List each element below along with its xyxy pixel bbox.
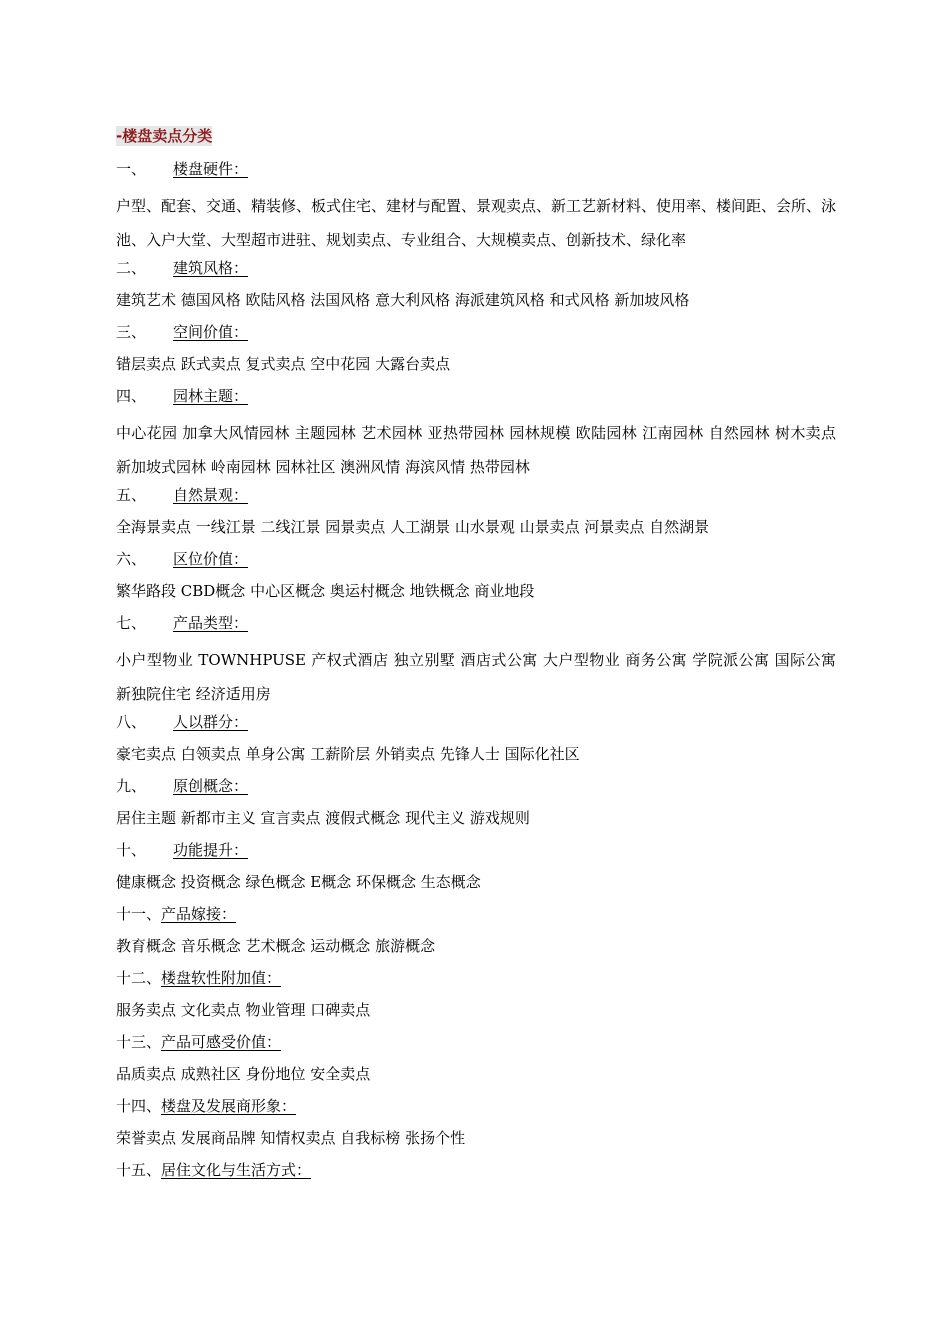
section-number: 四、 [116,387,147,405]
section-label: 人以群分： [173,713,249,731]
section-number: 十一、 [116,905,162,923]
section-number: 十、 [116,841,147,859]
section-heading [116,257,836,279]
section-number: 十三、 [116,1033,162,1051]
section-block [116,1095,836,1149]
section-content: 小户型物业 TOWNHPUSE 产权式酒店 独立别墅 酒店式公寓 大户型物业 商务公寓 学院派公寓 国际公寓 新独院住宅 经济适用房 [116,651,836,703]
section-heading [116,839,836,861]
section-number: 九、 [116,777,147,795]
section-list [116,158,836,1181]
section-content: 健康概念 投资概念 绿色概念 E概念 环保概念 生态概念 [116,873,481,891]
section-label: 楼盘及发展商形象： [161,1097,297,1115]
section-block [116,158,836,257]
section-block [116,903,836,957]
section-number: 一、 [116,160,147,178]
section-number: 八、 [116,713,147,731]
section-number: 三、 [116,323,147,341]
section-content: 中心花园 加拿大风情园林 主题园林 艺术园林 亚热带园林 园林规模 欧陆园林 江南园林 自然园林 树木卖点 新加坡式园林 岭南园林 园林社区 澳洲风情 海滨风情 热带园林 [116,424,836,476]
section-heading [116,775,836,797]
document-page [116,126,836,1191]
section-label: 建筑风格： [173,259,249,277]
section-number: 十四、 [116,1097,162,1115]
section-label: 功能提升： [173,841,249,859]
section-heading [116,612,836,634]
section-content: 全海景卖点 一线江景 二线江景 园景卖点 人工湖景 山水景观 山景卖点 河景卖点 自然湖景 [116,518,710,536]
section-heading [116,158,836,180]
section-heading [116,903,836,925]
section-block [116,711,836,765]
section-content: 豪宅卖点 白领卖点 单身公寓 工薪阶层 外销卖点 先锋人士 国际化社区 [116,745,580,763]
section-heading [116,967,836,989]
section-label: 空间价值： [173,323,249,341]
section-content: 建筑艺术 德国风格 欧陆风格 法国风格 意大利风格 海派建筑风格 和式风格 新加坡风格 [116,291,690,309]
section-block [116,321,836,375]
section-block [116,548,836,602]
section-label: 产品嫁接： [161,905,237,923]
section-content: 繁华路段 CBD概念 中心区概念 奥运村概念 地铁概念 商业地段 [116,582,535,600]
section-content: 品质卖点 成熟社区 身份地位 安全卖点 [116,1065,371,1083]
section-block [116,775,836,829]
document-title: -楼盘卖点分类 [116,127,213,145]
section-heading [116,1159,836,1181]
section-label: 区位价值： [173,550,249,568]
section-number: 六、 [116,550,147,568]
section-content: 教育概念 音乐概念 艺术概念 运动概念 旅游概念 [116,937,436,955]
section-heading [116,321,836,343]
section-heading [116,548,836,570]
section-heading [116,1095,836,1117]
section-block [116,484,836,538]
section-heading [116,1031,836,1053]
section-heading [116,484,836,506]
section-block [116,257,836,311]
section-block [116,839,836,893]
section-content: 居住主题 新都市主义 宣言卖点 渡假式概念 现代主义 游戏规则 [116,809,530,827]
section-block [116,1031,836,1085]
section-number: 七、 [116,614,147,632]
section-label: 产品类型： [173,614,249,632]
section-number: 二、 [116,259,147,277]
section-label: 楼盘硬件： [173,160,249,178]
section-heading [116,711,836,733]
section-block [116,967,836,1021]
section-label: 楼盘软性附加值： [161,969,282,987]
section-number: 十五、 [116,1161,162,1179]
section-content: 户型、配套、交通、精装修、板式住宅、建材与配置、景观卖点、新工艺新材料、使用率、楼间距、会所、泳池、入户大堂、大型超市进驻、规划卖点、专业组合、大规模卖点、创新技术、绿化率 [116,197,837,249]
section-content: 荣誉卖点 发展商品牌 知情权卖点 自我标榜 张扬个性 [116,1129,466,1147]
section-label: 园林主题： [173,387,249,405]
section-number: 十二、 [116,969,162,987]
section-block [116,1159,836,1181]
section-content: 错层卖点 跃式卖点 复式卖点 空中花园 大露台卖点 [116,355,451,373]
section-label: 自然景观： [173,486,249,504]
section-label: 原创概念： [173,777,249,795]
section-label: 产品可感受价值： [161,1033,282,1051]
section-number: 五、 [116,486,147,504]
section-content: 服务卖点 文化卖点 物业管理 口碑卖点 [116,1001,371,1019]
section-heading [116,385,836,407]
section-label: 居住文化与生活方式： [161,1161,312,1179]
section-block [116,612,836,711]
section-block [116,385,836,484]
